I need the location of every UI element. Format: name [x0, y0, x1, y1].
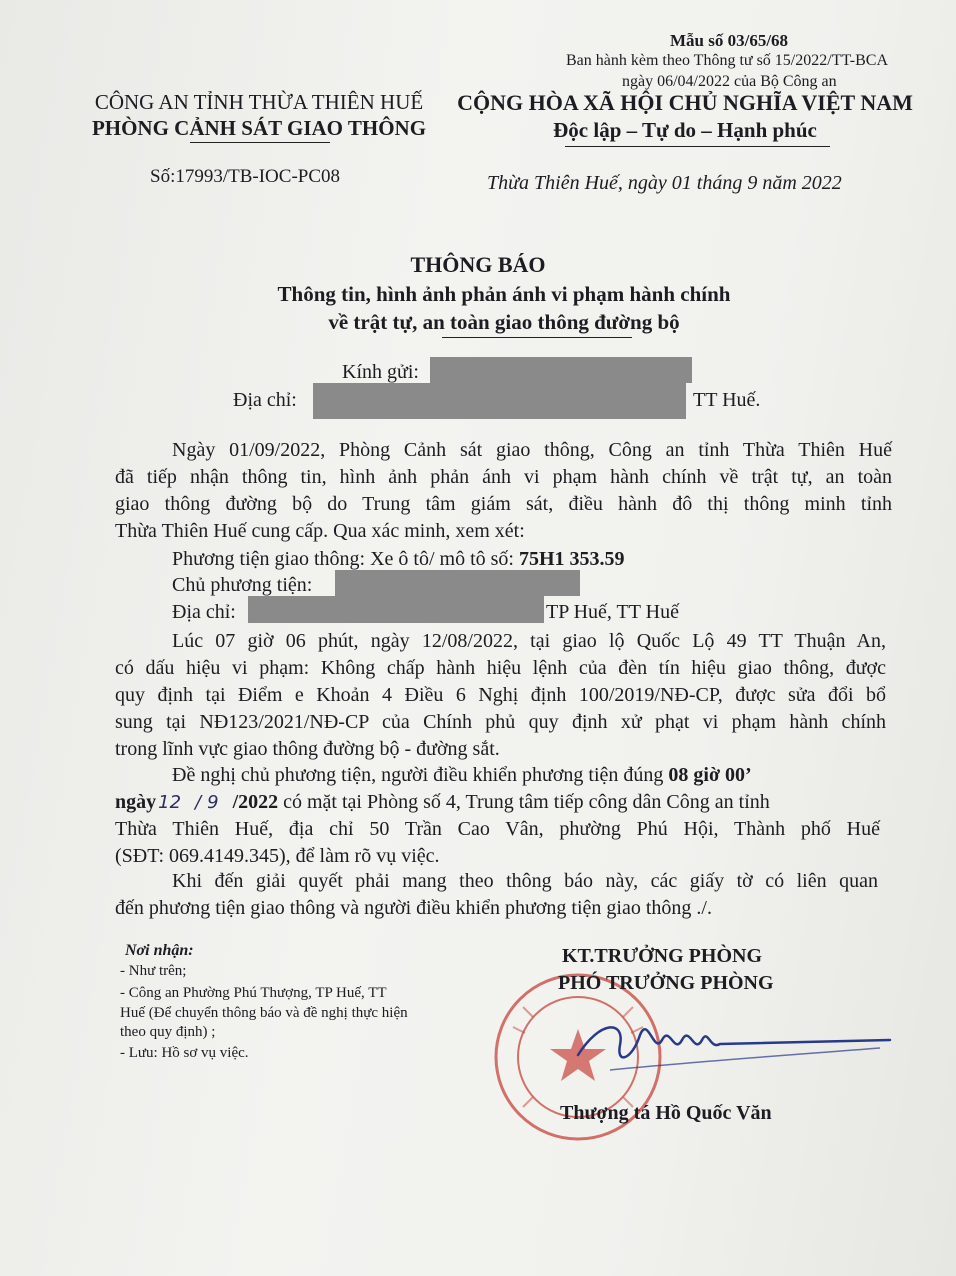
body-p3-line2	[115, 791, 770, 814]
country-name: CỘNG HÒA XÃ HỘI CHỦ NGHĨA VIỆT NAM	[457, 90, 913, 115]
recipient-item: Huế (Để chuyển thông báo và đề nghị thực hiện	[120, 1005, 408, 1021]
to-label: Kính gửi:	[342, 361, 419, 383]
redacted-recipient	[430, 357, 692, 383]
p3-line2-rest: có mặt tại Phòng số 4, Trung tâm tiếp công dân Công an tỉnh	[278, 791, 770, 813]
body-p2-line5: trong lĩnh vực giao thông đường bộ - đường sắt.	[115, 738, 500, 760]
subtitle-underline	[442, 337, 632, 338]
agency-parent: CÔNG AN TỈNH THỪA THIÊN HUẾ	[94, 90, 424, 114]
signature-title-line1: KT.TRƯỞNG PHÒNG	[562, 945, 762, 967]
redacted-owner	[335, 570, 580, 596]
national-motto: Độc lập – Tự do – Hạnh phúc	[553, 118, 817, 142]
body-p1-line3: giao thông đường bộ do Trung tâm giám sát, điều hành đô thị thông minh tỉnh	[115, 493, 892, 515]
vehicle-plate: 75H1 353.59	[518, 548, 625, 570]
signer-name: Thượng tá Hồ Quốc Văn	[560, 1102, 772, 1124]
body-p3-line1	[172, 764, 752, 787]
motto-underline	[565, 146, 830, 147]
document-subtitle-line2: về trật tự, an toàn giao thông đường bộ	[328, 310, 680, 334]
signature-title-line2: PHÓ TRƯỞNG PHÒNG	[558, 972, 774, 994]
body-p4-line2: đến phương tiện giao thông và người điều khiển phương tiện giao thông ./.	[115, 897, 712, 919]
recipient-item: - Công an Phường Phú Thượng, TP Huế, TT	[120, 985, 387, 1001]
agency-name: PHÒNG CẢNH SÁT GIAO THÔNG	[91, 116, 427, 140]
body-p2-line3: quy định tại Điểm e Khoản 4 Điều 6 Nghị định 100/2019/NĐ-CP, được sửa đổi bổ	[115, 684, 886, 706]
agency-underline	[190, 142, 330, 143]
p3-request-text: Đề nghị chủ phương tiện, người điều khiển phương tiện đúng	[172, 764, 669, 786]
body-p3-line3: Thừa Thiên Huế, địa chỉ 50 Trần Cao Vân, phường Phú Hội, Thành phố Huế	[115, 818, 880, 840]
recipients-heading: Nơi nhận:	[125, 942, 194, 959]
form-issued-line2: ngày 06/04/2022 của Bộ Công an	[622, 73, 837, 90]
body-p1-line4: Thừa Thiên Huế cung cấp. Qua xác minh, xem xét:	[115, 520, 525, 542]
form-code: Mẫu số 03/65/68	[670, 31, 789, 50]
form-issued-line1: Ban hành kèm theo Thông tư số 15/2022/TT-BCA	[566, 52, 888, 69]
p3-day-label: ngày	[115, 791, 157, 813]
recipient-item: - Như trên;	[120, 963, 187, 979]
address-suffix: TT Huế.	[693, 389, 761, 411]
body-p1-line2: đã tiếp nhận thông tin, hình ảnh phản ánh vi phạm hành chính về trật tự, an toàn	[115, 466, 892, 488]
body-p2-line1: Lúc 07 giờ 06 phút, ngày 12/08/2022, tại giao lộ Quốc Lộ 49 TT Thuận An,	[172, 630, 886, 652]
owner-label: Chủ phương tiện:	[172, 574, 313, 596]
body-p3-line4: (SĐT: 069.4149.345), để làm rõ vụ việc.	[115, 845, 440, 867]
vehicle-label: Phương tiện giao thông: Xe ô tô/ mô tô số:	[172, 548, 519, 570]
handwritten-month: 9	[207, 792, 219, 813]
p3-time: 08 giờ 00’	[668, 764, 752, 786]
document-subtitle-line1: Thông tin, hình ảnh phản ánh vi phạm hành chính	[277, 282, 731, 306]
redacted-owner-address	[248, 596, 544, 623]
redacted-address	[313, 383, 686, 419]
body-p2-line2: có dấu hiệu vi phạm: Không chấp hành hiệu lệnh của đèn tín hiệu giao thông, được	[115, 657, 886, 679]
document-number: Số:17993/TB-IOC-PC08	[150, 166, 341, 187]
body-p1-line1: Ngày 01/09/2022, Phòng Cảnh sát giao thông, Công an tỉnh Thừa Thiên Huế	[172, 439, 892, 461]
body-p4-line1: Khi đến giải quyết phải mang theo thông báo này, các giấy tờ có liên quan	[172, 870, 878, 892]
owner-address-suffix: TP Huế, TT Huế	[546, 601, 679, 623]
recipient-item: - Lưu: Hồ sơ vụ việc.	[120, 1045, 249, 1061]
handwritten-day: 12	[158, 792, 182, 813]
vehicle-line	[172, 548, 625, 571]
handwritten-slash: /	[195, 792, 202, 813]
address-label: Địa chỉ:	[233, 389, 297, 411]
handwritten-signature	[570, 1000, 900, 1090]
place-date: Thừa Thiên Huế, ngày 01 tháng 9 năm 2022	[487, 172, 842, 194]
document-title: THÔNG BÁO	[410, 252, 546, 277]
recipient-item: theo quy định) ;	[120, 1024, 216, 1040]
owner-address-label: Địa chỉ:	[172, 601, 236, 623]
body-p2-line4: sung tại NĐ123/2021/NĐ-CP của Chính phủ quy định xử phạt vi phạm hành chính	[115, 711, 886, 733]
p3-year: /2022	[232, 791, 279, 813]
